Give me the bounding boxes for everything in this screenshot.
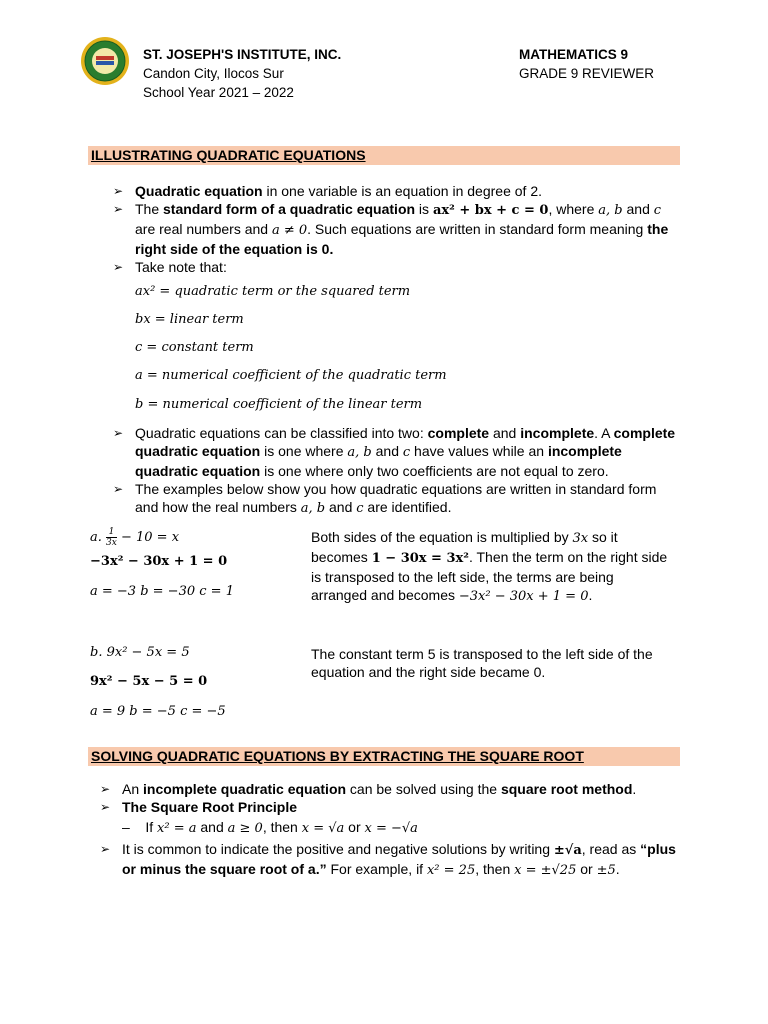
list-item: [113, 258, 678, 276]
text: and: [489, 425, 521, 441]
text: and: [622, 201, 654, 217]
math: x = √a: [301, 821, 345, 836]
text: have values while an: [410, 443, 548, 459]
list-item: [100, 780, 680, 798]
math: a, b: [598, 203, 623, 218]
example-b-standard-form: 9x² − 5x − 5 = 0: [90, 674, 208, 689]
math: ±√a: [553, 843, 582, 858]
bullet-list-3: [100, 780, 680, 816]
text: , read as: [581, 841, 641, 857]
term-coef-b: b = numerical coefficient of the linear term: [135, 397, 423, 412]
text: are identified.: [363, 499, 452, 515]
math: x = ±√25: [514, 863, 577, 878]
list-item: [100, 840, 680, 880]
text: The examples below show you how quadratic equations are written in standard form and how the real numbers: [135, 481, 657, 515]
text: and: [196, 819, 228, 835]
denominator: 3x: [106, 538, 117, 548]
example-b-equation: b. 9x² − 5x = 5: [90, 645, 190, 660]
school-info: [143, 45, 341, 102]
math: a ≠ 0: [271, 223, 308, 238]
text: so it becomes: [311, 529, 618, 565]
math: c: [402, 445, 411, 460]
bold-term: complete quadratic equation: [135, 425, 676, 459]
text: It is common to indicate the positive and negative solutions by writing: [122, 841, 554, 857]
example-b-explanation: The constant term 5 is transposed to the left side of the equation and the right side became 0.: [311, 646, 653, 680]
math: −3x² − 30x + 1 = 0: [458, 589, 589, 604]
school-location: Candon City, Ilocos Sur: [143, 66, 284, 81]
bold-term: Quadratic equation: [135, 183, 263, 199]
subject-name: MATHEMATICS 9: [519, 47, 628, 62]
bold-term: “plus or minus the square root of a.”: [122, 841, 676, 877]
school-year: School Year 2021 – 2022: [143, 85, 294, 100]
text: The: [135, 201, 164, 217]
text: Both sides of the equation is multiplied by: [311, 529, 573, 545]
math: x² = 25: [426, 863, 476, 878]
square-root-principle: [122, 819, 418, 836]
math: a ≥ 0: [227, 821, 263, 836]
math: x = −√a: [364, 821, 418, 836]
text: in one variable is an equation in degree of 2.: [262, 183, 542, 199]
text: are real numbers and: [135, 221, 272, 237]
list-item: [113, 424, 678, 480]
text: Take note that:: [135, 259, 227, 275]
example-label: a.: [90, 530, 102, 545]
text: is one where: [260, 443, 348, 459]
math: a, b: [300, 501, 326, 516]
example-a-equation: [90, 527, 179, 548]
math: x² = a: [157, 821, 197, 836]
text: For example, if: [326, 861, 427, 877]
section-title-text: ILLUSTRATING QUADRATIC EQUATIONS: [91, 147, 366, 163]
school-seal-logo: [80, 36, 130, 86]
math: c: [653, 203, 662, 218]
bold-term: complete: [427, 425, 490, 441]
text: .: [588, 587, 593, 603]
bullet-list-2: [113, 424, 678, 518]
section-title-square-root: [88, 747, 680, 766]
term-constant: c = constant term: [135, 340, 254, 355]
term-coef-a: a = numerical coefficient of the quadratic term: [135, 368, 447, 383]
list-item: [113, 200, 678, 258]
section-title-illustrating: [88, 146, 680, 165]
example-a-coefficients: a = −3 b = −30 c = 1: [90, 584, 234, 599]
text: , then: [262, 819, 302, 835]
bold-term: The Square Root Principle: [122, 799, 298, 815]
bullet-list-4: [100, 840, 680, 880]
math: 3x: [572, 531, 589, 546]
bullet-list-1: [113, 182, 678, 276]
math: ax² + bx + c = 0: [432, 203, 549, 218]
example-b-coefficients: a = 9 b = −5 c = −5: [90, 704, 226, 719]
text: , then: [475, 861, 515, 877]
text: can be solved using the: [346, 781, 501, 797]
list-item: [113, 480, 678, 518]
example-a-standard-form: −3x² − 30x + 1 = 0: [90, 554, 228, 569]
bold-term: incomplete quadratic equation: [143, 781, 347, 797]
text: , where: [548, 201, 599, 217]
section-title-text: SOLVING QUADRATIC EQUATIONS BY EXTRACTING THE SQUARE ROOT: [91, 748, 584, 764]
text: or: [344, 819, 365, 835]
dash: –: [122, 819, 130, 835]
bold-term: the right side of the equation is 0.: [135, 221, 669, 257]
bold-term: standard form of a quadratic equation: [163, 201, 416, 217]
text: .: [632, 781, 637, 797]
bold-term: square root method: [500, 781, 633, 797]
text: . Then the term on the right side is transposed to the left side, the terms are being arranged and becomes: [311, 549, 668, 603]
text: If: [145, 819, 158, 835]
text: Quadratic equations can be classified into two:: [135, 425, 428, 441]
bold-term: incomplete: [520, 425, 595, 441]
fraction: [106, 527, 117, 548]
math: a, b: [347, 445, 372, 460]
list-item: [100, 798, 680, 816]
math: 1 − 30x = 3x²: [371, 551, 469, 566]
term-quadratic: ax² = quadratic term or the squared term: [135, 284, 411, 299]
bold-term: incomplete quadratic equation: [135, 443, 622, 479]
equation-rest: − 10 = x: [120, 530, 180, 545]
example-a-explanation: [311, 528, 671, 606]
text: is one where only two coefficients are not equal to zero.: [260, 463, 609, 479]
text: or: [576, 861, 597, 877]
text: .: [615, 861, 620, 877]
list-item: [113, 182, 678, 200]
subject-info: [519, 45, 654, 83]
math: ±5: [596, 863, 616, 878]
text: . A: [594, 425, 614, 441]
text: An: [122, 781, 144, 797]
term-linear: bx = linear term: [135, 312, 244, 327]
text: and: [371, 443, 403, 459]
math: c: [356, 501, 364, 516]
text: and: [325, 499, 357, 515]
text: . Such equations are written in standard form meaning: [307, 221, 648, 237]
text: is: [415, 201, 433, 217]
numerator: 1: [106, 527, 117, 538]
school-name: ST. JOSEPH'S INSTITUTE, INC.: [143, 47, 342, 62]
reviewer-label: GRADE 9 REVIEWER: [519, 66, 655, 81]
